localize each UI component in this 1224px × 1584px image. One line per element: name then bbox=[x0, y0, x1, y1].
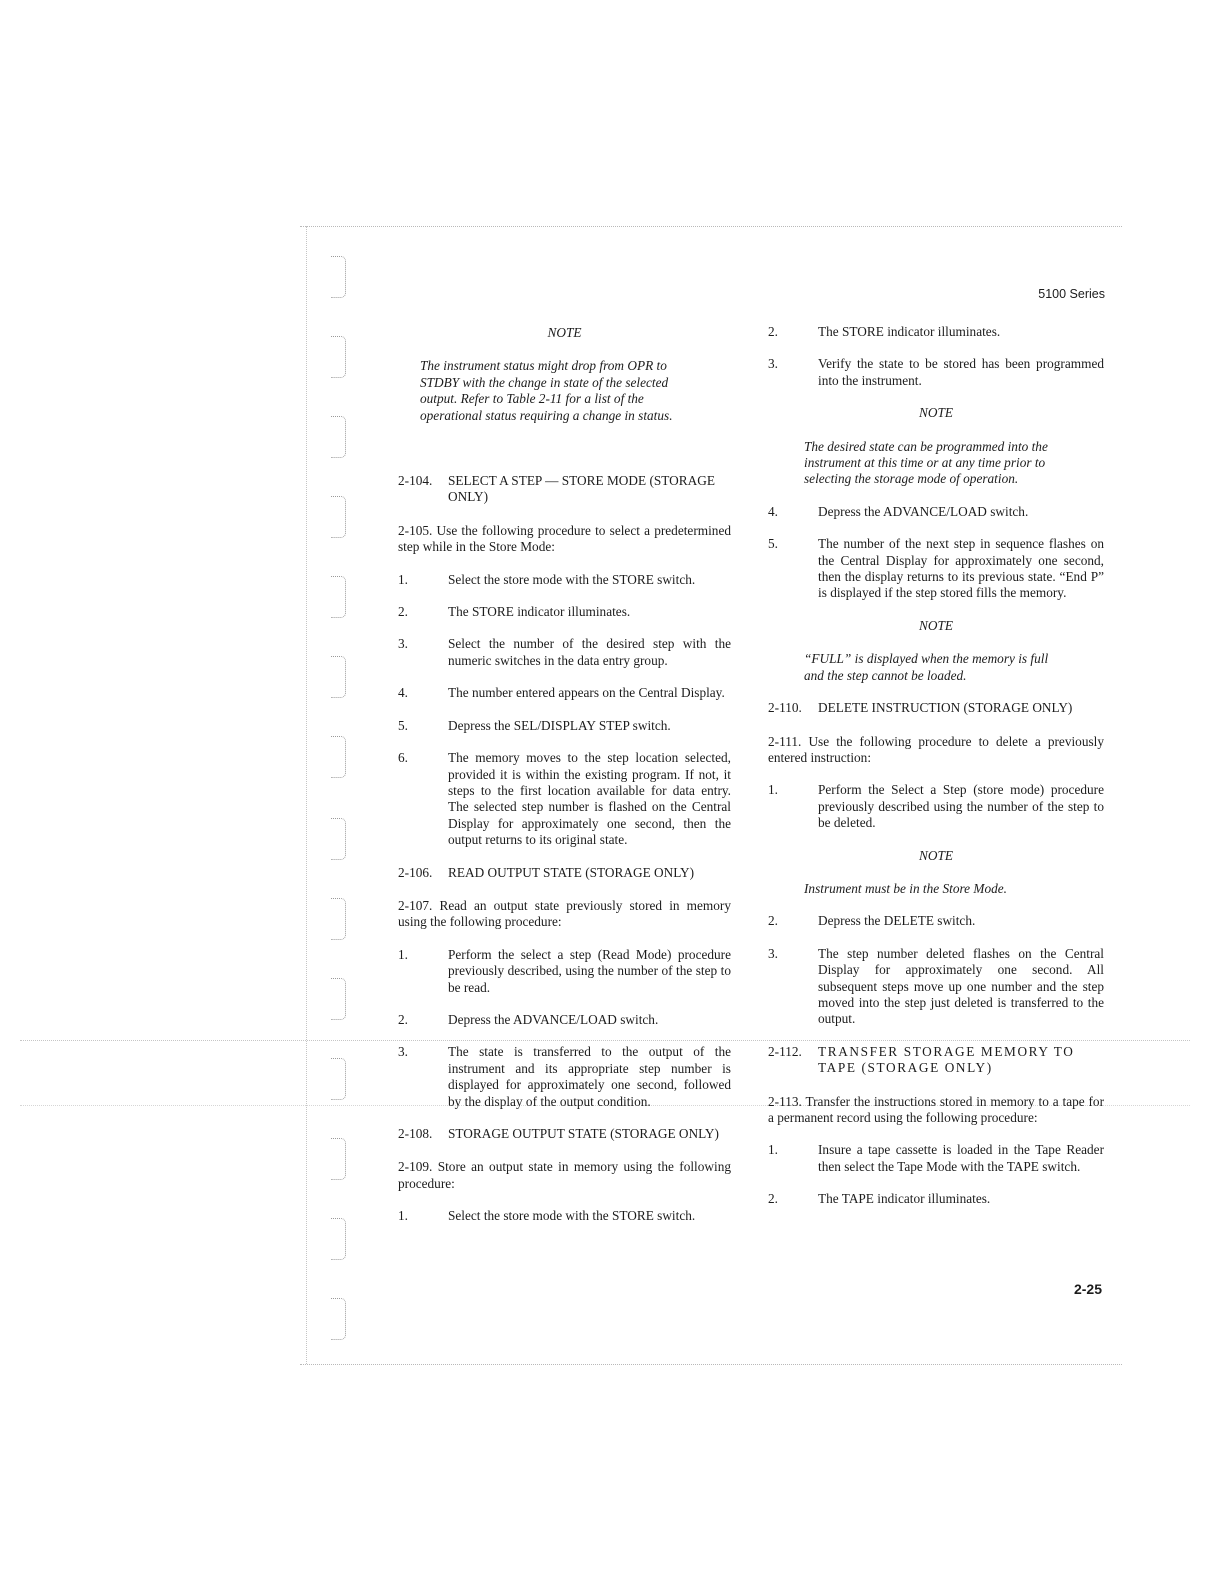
list-item bbox=[768, 504, 1104, 520]
step-text: Select the store mode with the STORE switch. bbox=[448, 1208, 696, 1224]
binder-hole bbox=[331, 1298, 346, 1340]
step-number: 3. bbox=[398, 636, 408, 652]
note-text: The desired state can be programmed into the instrument at this time or at any time prior to selecting the storage mode of operation. bbox=[804, 438, 1048, 487]
left-column bbox=[398, 325, 731, 1241]
section-number: 2-112. bbox=[768, 1043, 802, 1059]
step-number: 4. bbox=[768, 503, 778, 519]
section-number: 2-108. bbox=[398, 1126, 433, 1141]
section-heading bbox=[768, 1044, 1104, 1077]
step-text: The STORE indicator illuminates. bbox=[818, 324, 1001, 339]
step-text: Perform the select a step (Read Mode) procedure previously described, using the number of the step to be read. bbox=[448, 946, 731, 995]
step-text: The number entered appears on the Central Display. bbox=[448, 685, 725, 701]
step-text: The STORE indicator illuminates. bbox=[448, 604, 631, 620]
step-number: 1. bbox=[768, 782, 778, 798]
step-number: 3. bbox=[768, 356, 778, 372]
note-title: NOTE bbox=[919, 617, 953, 633]
list-item bbox=[398, 750, 731, 848]
binder-hole bbox=[331, 256, 346, 298]
scan-border-top bbox=[300, 226, 1122, 227]
list-item bbox=[398, 947, 731, 996]
step-text: The step number deleted flashes on the Central Display for approximately one second. All subsequent steps move up one number and the step moved into the step just deleted is transferred to the output. bbox=[818, 945, 1104, 1027]
note-title: NOTE bbox=[919, 405, 953, 421]
section-heading bbox=[398, 473, 731, 506]
note-text: Instrument must be in the Store Mode. bbox=[804, 880, 1007, 896]
list-item bbox=[768, 356, 1104, 389]
note-text: The instrument status might drop from OPR to STDBY with the change in state of the selected output. Refer to Table 2-11 for a list of the operational status requiring a change in status. bbox=[420, 358, 673, 423]
step-text: Depress the ADVANCE/LOAD switch. bbox=[448, 1011, 659, 1027]
binder-hole bbox=[331, 416, 346, 458]
step-text: The state is transferred to the output of the instrument and its appropriate step number is displayed for approximately one second, followed by the display of the output condition. bbox=[448, 1044, 731, 1109]
step-text: The memory moves to the step location selected, provided it is within the existing program. If not, it steps to the first location available for data entry. The selected step number is flashed on the Central Display for approximately one second, then the output returns to its original state. bbox=[448, 750, 731, 848]
binder-hole bbox=[331, 1138, 346, 1180]
right-column bbox=[768, 324, 1104, 1224]
step-number: 2. bbox=[768, 913, 778, 929]
step-text: Select the number of the desired step with the numeric switches in the data entry group. bbox=[448, 636, 731, 668]
step-number: 2. bbox=[398, 604, 408, 620]
step-text: The number of the next step in sequence flashes on the Central Display for approximately one second, then the display returns to its previous state. “End P” is displayed if the step stored fills the memory. bbox=[818, 536, 1104, 601]
step-text: Depress the ADVANCE/LOAD switch. bbox=[818, 503, 1029, 519]
note-title: NOTE bbox=[547, 325, 582, 340]
section-number: 2-104. bbox=[398, 473, 433, 489]
binder-hole bbox=[331, 736, 346, 778]
section-heading bbox=[768, 700, 1104, 716]
step-number: 1. bbox=[398, 571, 408, 587]
step-text: Depress the SEL/DISPLAY STEP switch. bbox=[448, 717, 671, 733]
scan-border-left bbox=[306, 226, 307, 1364]
step-number: 2. bbox=[768, 1191, 778, 1207]
section-title: DELETE INSTRUCTION (STORAGE ONLY) bbox=[818, 700, 1073, 716]
step-text: Select the store mode with the STORE switch. bbox=[448, 571, 696, 587]
section-title: SELECT A STEP — STORE MODE (STORAGE ONLY) bbox=[448, 473, 715, 505]
list-item bbox=[398, 1012, 731, 1028]
step-number: 3. bbox=[768, 945, 778, 961]
page-number: 2-25 bbox=[1073, 1281, 1102, 1297]
list-item bbox=[768, 782, 1104, 831]
list-item bbox=[768, 324, 1104, 340]
binder-hole bbox=[331, 336, 346, 378]
step-number: 2. bbox=[398, 1011, 408, 1027]
section-number: 2-106. bbox=[398, 864, 433, 880]
list-item bbox=[768, 536, 1104, 602]
list-item bbox=[398, 636, 731, 669]
list-item bbox=[768, 1191, 1104, 1207]
note-text: “FULL” is displayed when the memory is full and the step cannot be loaded. bbox=[804, 651, 1049, 683]
step-text: Depress the DELETE switch. bbox=[818, 913, 976, 929]
step-number: 5. bbox=[768, 536, 778, 552]
list-item bbox=[768, 913, 1104, 929]
binder-hole bbox=[331, 898, 346, 940]
list-item bbox=[768, 946, 1104, 1028]
step-number: 2. bbox=[768, 324, 778, 339]
binder-hole bbox=[331, 656, 346, 698]
step-number: 5. bbox=[398, 717, 408, 733]
step-number: 1. bbox=[398, 1208, 408, 1224]
paragraph: 2-111. Use the following procedure to delete a previously entered instruction: bbox=[768, 733, 1104, 765]
binder-hole bbox=[331, 496, 346, 538]
list-item bbox=[768, 1142, 1104, 1175]
paragraph: 2-109. Store an output state in memory using the following procedure: bbox=[398, 1159, 731, 1191]
list-item bbox=[398, 685, 731, 701]
note-title: NOTE bbox=[919, 847, 953, 863]
step-number: 1. bbox=[768, 1142, 778, 1158]
paragraph: 2-107. Read an output state previously stored in memory using the following procedure: bbox=[398, 897, 731, 930]
list-item bbox=[398, 572, 731, 588]
binder-hole bbox=[331, 1218, 346, 1260]
step-number: 4. bbox=[398, 685, 408, 701]
list-item bbox=[398, 604, 731, 620]
section-title: TRANSFER STORAGE MEMORY TO TAPE (STORAGE ONLY) bbox=[818, 1043, 1075, 1076]
binder-hole bbox=[331, 1058, 346, 1100]
list-item bbox=[398, 1044, 731, 1110]
binder-hole bbox=[331, 576, 346, 618]
binder-hole bbox=[331, 818, 346, 860]
section-title: STORAGE OUTPUT STATE (STORAGE ONLY) bbox=[448, 1126, 719, 1141]
list-item bbox=[398, 1208, 731, 1224]
paragraph: 2-105. Use the following procedure to select a predetermined step while in the Store Mode: bbox=[398, 522, 731, 555]
step-text: Verify the state to be stored has been programmed into the instrument. bbox=[818, 356, 1104, 388]
binder-hole bbox=[331, 978, 346, 1020]
step-text: The TAPE indicator illuminates. bbox=[818, 1191, 991, 1207]
step-number: 6. bbox=[398, 750, 408, 766]
paragraph: 2-113. Transfer the instructions stored in memory to a tape for a permanent record using the following procedure: bbox=[768, 1093, 1104, 1125]
section-heading bbox=[398, 1126, 731, 1142]
section-title: READ OUTPUT STATE (STORAGE ONLY) bbox=[448, 864, 695, 880]
list-item bbox=[398, 718, 731, 734]
scan-border-bottom bbox=[300, 1364, 1122, 1365]
section-heading bbox=[398, 865, 731, 881]
step-number: 1. bbox=[398, 946, 408, 962]
step-text: Perform the Select a Step (store mode) procedure previously described using the number of the step to be deleted. bbox=[818, 782, 1104, 831]
section-number: 2-110. bbox=[768, 700, 802, 716]
step-number: 3. bbox=[398, 1044, 408, 1060]
series-header: 5100 Series bbox=[1038, 287, 1105, 301]
step-text: Insure a tape cassette is loaded in the Tape Reader then select the Tape Mode with the TAPE switch. bbox=[818, 1142, 1104, 1174]
